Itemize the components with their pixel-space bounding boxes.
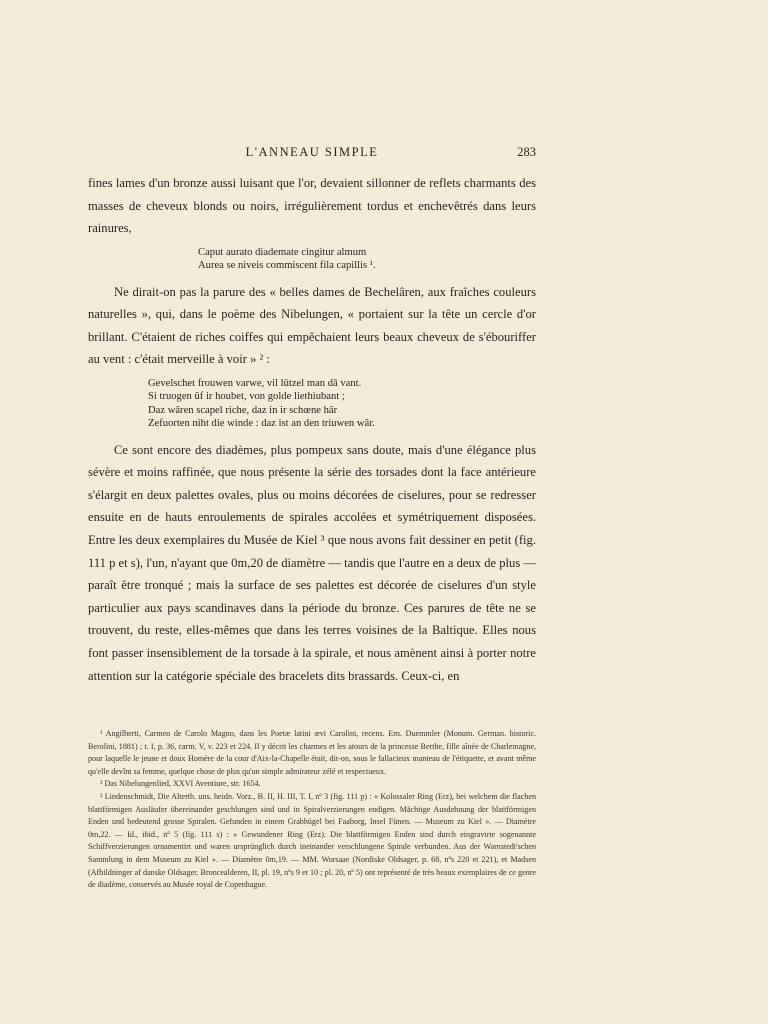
page-number: 283 — [517, 145, 536, 159]
paragraph: Ne dirait-on pas la parure des « belles dames de Bechelâren, aux fraîches couleurs naturelles », qui, dans le poème des Nibelungen, « portaient sur la tête un cercle d'or brillant. C'étaient de riches coiffes qui empêchaient leurs beaux cheveux de s'ébouriffer au vent : c'était merveille à voir » ² : — [88, 284, 536, 367]
footnote: ² Das Nibelungenlied, XXVI Aventiure, str. 1654. — [100, 779, 261, 789]
german-quote — [88, 377, 536, 431]
footnote: ³ Lindenschmidt, Die Alterth. uns. heidn. Vorz., B. II, H. III, T. I, nº 3 (fig. 111 p) : « Kolossaler Ring (Erz), bei welchem die flachen blattförmigen Ausläufer übereinander geschlungen sind und in Spiralverzierungen endigen. Mächtige Ausdehnung der blattförmigen Enden und bedeutend grosse Spiralen. Gefunden in einem Grabhügel bei Faaborg, Insel Fünen. — Museum zu Kiel ». — Diamètre 0m,22. — Id., ibid., nº 5 (fig. 111 s) : « Gewundener Ring (Erz). Die blattförmigen Enden sind durch eingravirte sogenannte Schiffverzierungen ornamentirt und waren ursprünglich durch ineinander verschlungene Spirale verbunden. Aus der Warnstedt'schen Sammlung in dem Museum zu Kiel ». — Diamètre 0m,19. — MM. Worsaae (Nordiske Oldsager, p. 68, nºs 220 et 221), et Madsen (Afbildninger af danske Oldsager. Broncealderen, II, pl. 19, nºs 9 et 10 ; pl. 20, nº 5) ont représenté de très beaux exemplaires de ce genre de diadème, conservés au Musée royal de Copenhague. — [88, 791, 536, 890]
quote-line: Zefuorten niht die winde : daz ist an den triuwen wâr. — [148, 418, 375, 430]
paragraph: fines lames d'un bronze aussi luisant que l'or, devaient sillonner de reflets charmants des masses de cheveux blonds ou noirs, irrégulièrement tordus et enchevêtrés dans leurs rainures, — [88, 176, 536, 236]
quote-line: Gevelschet frouwen varwe, vil lûtzel man dâ vant. — [148, 377, 362, 389]
latin-quote — [88, 246, 536, 273]
footnotes — [88, 728, 536, 892]
quote-line: Caput aurato diademate cingitur almum — [198, 246, 367, 258]
paragraph: Ce sont encore des diadèmes, plus pompeux sans doute, mais d'une élégance plus sévère et moins raffinée, que nous présente la série des torsades dont la face antérieure s'élargit en deux palettes ovales, plus ou moins décorées de ciselures, pour se redresser ensuite en de hauts enroulements de spirales accolées et symétriquement disposées. Entre les deux exemplaires du Musée de Kiel ³ que nous avons fait dessiner en petit (fig. 111 p et s), l'un, n'ayant que 0m,20 de diamètre — tandis que l'autre en a deux de plus — paraît être tronqué ; mais la surface de ses palettes est décorée de ciselures d'un style particulier aux pays scandinaves dans la période du bronze. Ces parures de tête ne se trouvent, du reste, elles-mêmes que dans les terres voisines de la Baltique. Elles nous font passer insensiblement de la torsade à la spirale, et nous amènent ainsi à porter notre attention sur la catégorie spéciale des bracelets dits brassards. Ceux-ci, en — [88, 442, 536, 683]
running-title: L'ANNEAU SIMPLE — [245, 145, 379, 159]
body-text — [88, 172, 536, 687]
footnote: ¹ Angilberti, Carmen de Carolo Magno, dans les Poetæ latini ævi Carolini, recens. Ern. Duemmler (Monum. German. historic. Berolini, 1881) ; t. I, p. 36, carm. V, v. 223 et 224. Il y décrit les charmes et les atours de la princesse Berthe, fille aînée de Charlemagne, pour laquelle le jeune et doux Homère de la cour d'Aix-la-Chapelle était, dit-on, sous le fallacieux manteau de l'étiquette, et avant même qu'elle devînt sa femme, quelque chose de plus qu'un simple admirateur zélé et respectueux. — [88, 729, 536, 776]
quote-line: Si truogen ûf ir houbet, von golde liethiubant ; — [148, 391, 345, 403]
quote-line: Daz wâren scapel riche, daz in ir schœne hâr — [148, 404, 338, 416]
quote-line: Aurea se niveis commiscent fila capillis ¹. — [198, 260, 376, 272]
